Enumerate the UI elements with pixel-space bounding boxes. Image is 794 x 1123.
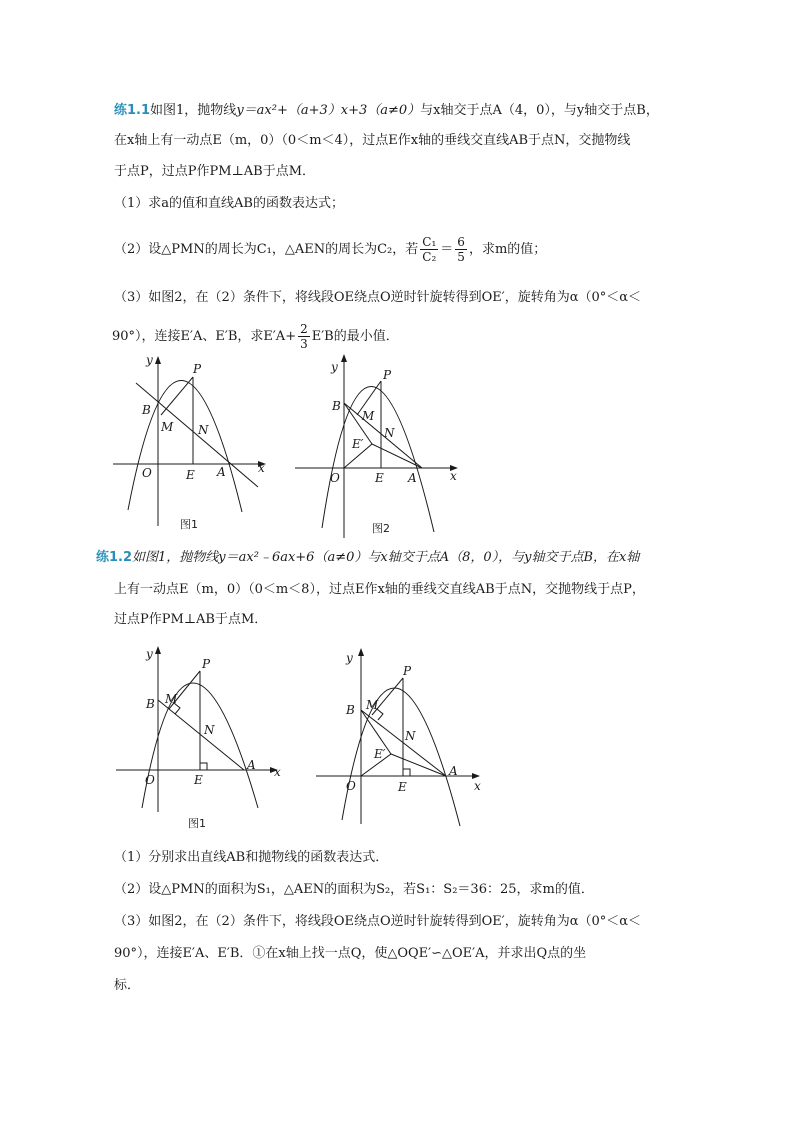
p2-question-3-line3: 标． <box>114 978 141 993</box>
label-n: N <box>405 729 416 743</box>
label-n: N <box>204 723 215 737</box>
p1-question-3-line2: 90°），连接E′A、E′B，求E′A+ $\frac{2}{3}$ E′B的最小值． <box>112 322 399 351</box>
fraction-6-5: $\frac{6}{5}$ <box>457 235 465 264</box>
caption-fig1: 图1 <box>180 518 198 531</box>
fraction-c1-c2: $\frac{\text{C₁}}{\text{C₂}}$ <box>422 235 437 264</box>
label-o: O <box>330 471 340 485</box>
label-e: E <box>194 773 203 787</box>
label-p: P <box>383 368 392 382</box>
label-b: B <box>332 399 341 413</box>
label-x: x <box>474 779 481 793</box>
label-n: N <box>198 423 209 437</box>
label-o: O <box>145 773 155 787</box>
label-y: y <box>331 360 338 374</box>
fraction-2-3: $\frac{2}{3}$ <box>300 322 308 351</box>
label-b: B <box>146 697 155 711</box>
label-y: y <box>346 651 353 665</box>
label-m: M <box>366 698 379 712</box>
label-p: P <box>403 664 412 678</box>
label-p: P <box>202 657 211 671</box>
problem-label-1-2: 练1.2 <box>96 550 133 565</box>
label-a: A <box>217 465 226 479</box>
label-y: y <box>146 353 153 367</box>
p2-line2: 上有一动点E（m，0）（0＜m＜8），过点E作x轴的垂线交直线AB于点N，交抛物线于点P， <box>114 582 645 597</box>
caption-fig1: 图1 <box>188 817 206 830</box>
p2-question-3-line2: 90°），连接E′A、E′B．①在x轴上找一点Q，使△OQE′∽△OE′A，并求出Q点的坐 <box>114 946 587 961</box>
p2-line3: 过点P作PM⊥AB于点M． <box>114 612 268 627</box>
p1-question-1: （1）求a的值和直线AB的函数表达式； <box>114 196 344 211</box>
label-b: B <box>142 403 151 417</box>
label-x: x <box>274 765 281 779</box>
label-e-prime: E′ <box>352 437 364 451</box>
p1-question-3-line1: （3）如图2，在（2）条件下，将线段OE绕点O逆时针旋转得到OE′，旋转角为α（0°＜α＜ <box>114 290 642 305</box>
label-e: E <box>375 471 384 485</box>
label-p: P <box>193 362 202 376</box>
label-n: N <box>384 426 395 440</box>
label-a: A <box>247 758 256 772</box>
label-a: A <box>449 764 458 778</box>
p2-question-3-line1: （3）如图2，在（2）条件下，将线段OE绕点O逆时针旋转得到OE′，旋转角为α（0°＜α＜ <box>114 914 642 929</box>
p1-line3: 于点P，过点P作PM⊥AB于点M． <box>114 164 316 179</box>
label-m: M <box>161 420 174 434</box>
label-x: x <box>450 469 457 483</box>
p1-line2: 在x轴上有一动点E（m，0）（0＜m＜4），过点E作x轴的垂线交直线AB于点N，交抛物线 <box>114 133 631 148</box>
label-b: B <box>346 703 355 717</box>
label-e-prime: E′ <box>374 747 386 761</box>
label-e: E <box>186 468 195 482</box>
label-y: y <box>146 647 153 661</box>
p2-question-2: （2）设△PMN的面积为S₁，△AEN的面积为S₂，若S₁：S₂＝36：25，求m的值． <box>114 882 594 897</box>
caption-fig2: 图2 <box>372 522 390 535</box>
label-a: A <box>408 471 417 485</box>
problem-label-1-1: 练1.1 <box>114 103 151 118</box>
label-o: O <box>346 779 356 793</box>
p2-line1: 练1.2如图1，抛物线y＝ax²﹣6ax+6（a≠0）与x轴交于点A（8，0），与y轴交于点B，在x轴 <box>96 550 640 565</box>
label-o: O <box>142 466 152 480</box>
parabola <box>342 688 460 826</box>
label-x: x <box>258 461 265 475</box>
p2-question-1: （1）分别求出直线AB和抛物线的函数表达式． <box>114 850 389 865</box>
right-angle-e <box>403 769 410 776</box>
p1-question-2: （2）设△PMN的周长为C₁，△AEN的周长为C₂，若 $\frac{\text{C₁}}{\text{C₂}}$ ＝ $\frac{6}{5}$ ，求m的值； <box>114 235 547 264</box>
p1-line1: 练1.1如图1，抛物线y＝ax²+（a+3）x+3（a≠0）与x轴交于点A（4，0），与y轴交于点B， <box>114 103 659 118</box>
label-m: M <box>362 409 375 423</box>
label-m: M <box>165 692 178 706</box>
label-e: E <box>398 780 407 794</box>
